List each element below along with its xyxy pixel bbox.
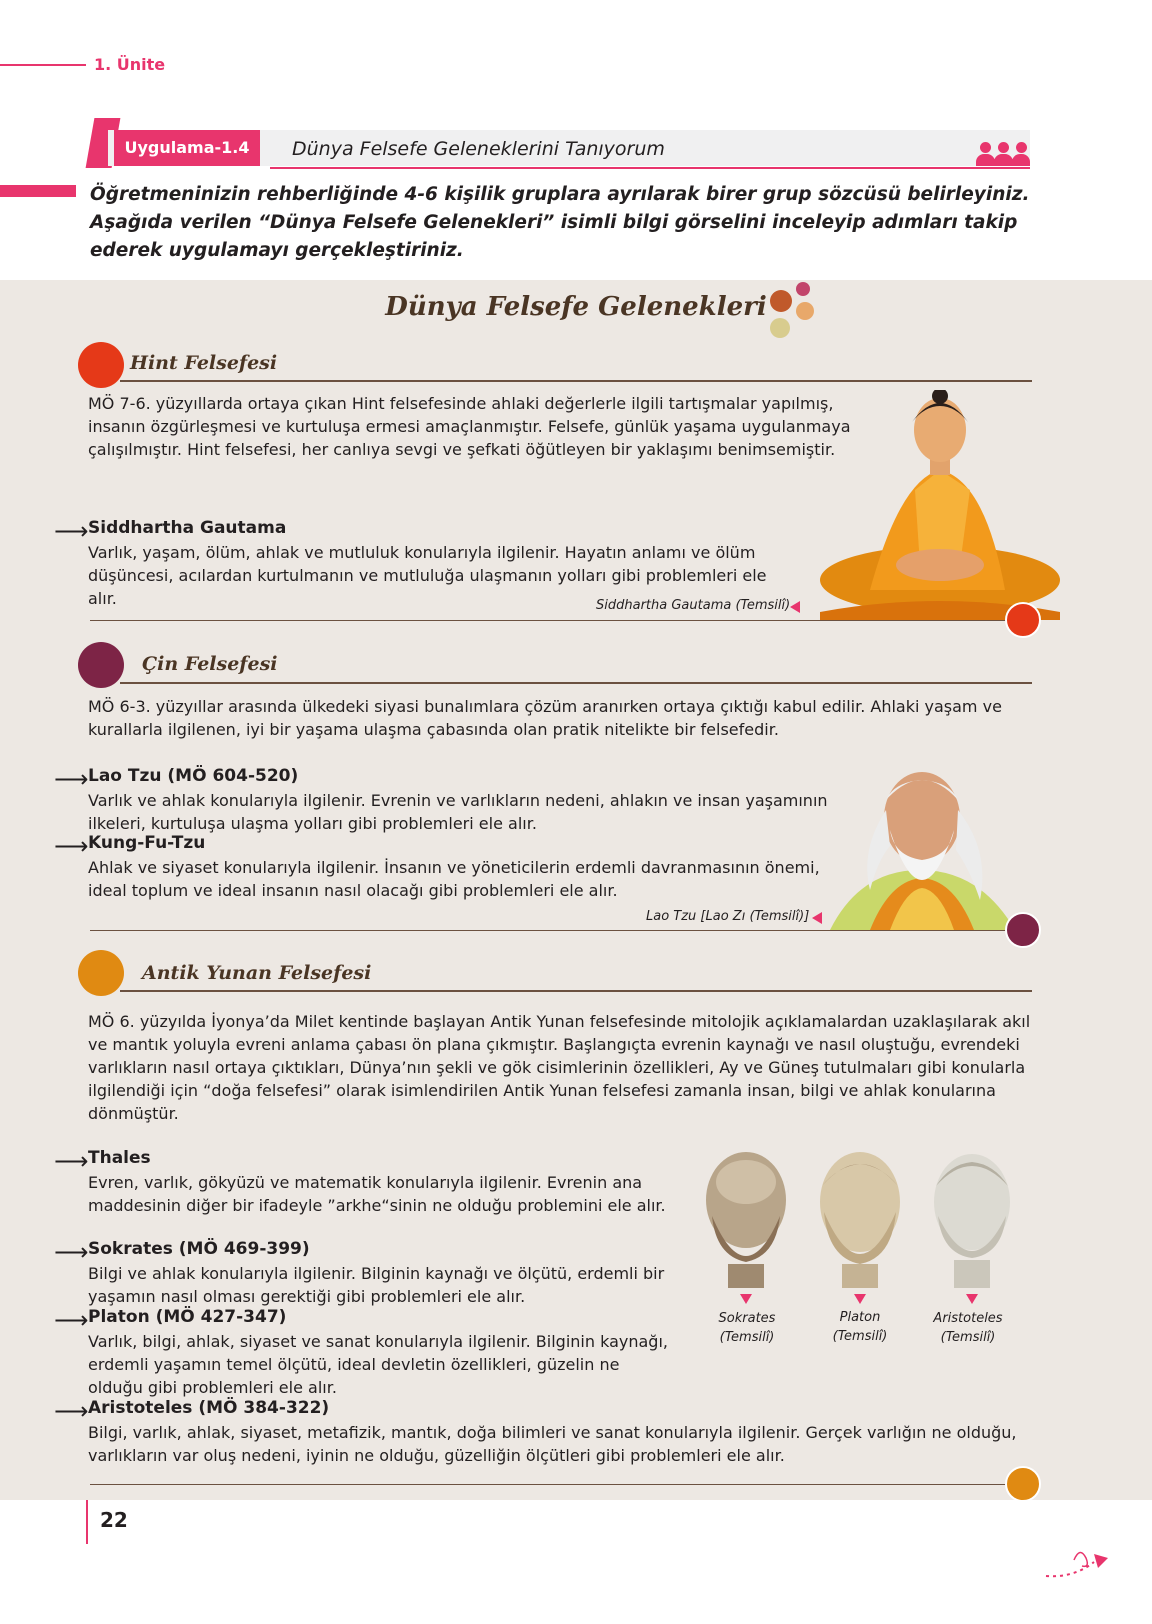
person-name: Lao Tzu (MÖ 604-520) (88, 766, 299, 786)
person-text: Bilgi ve ahlak konularıyla ilgilenir. Bilginin kaynağı ve ölçütü, erdemli bir yaşamın nasıl olması gerektiği gibi problemleri ele alır. (88, 1264, 665, 1306)
cin-image-caption: Lao Tzu [Lao Zı (Temsilî)] (646, 909, 810, 924)
decor-dots (770, 282, 830, 338)
yunan-rule (120, 990, 1032, 992)
bust-pointer-icon (966, 1294, 978, 1304)
yunan-section-marker (78, 950, 124, 996)
bust-caption-platon: Platon (Temsilî) (832, 1310, 888, 1344)
bust-pointer-icon (740, 1294, 752, 1304)
hint-body: MÖ 7-6. yüzyıllarda ortaya çıkan Hint felsefesinde ahlaki değerlerle ilgili tartışmalar yapılmış, insanın özgürleşmesi ve kurtuluşa ermesi amaçlanmıştır. Felsefe, günlük yaşama uygulanmaya çalışılmıştır. Hint felsefesi, her canlıya sevgi ve şefkati öğütleyen bir yaklaşımı benimsemiştir. (88, 394, 851, 459)
page-number: 22 (100, 1508, 128, 1532)
bust-caption-aristoteles: Aristoteles (Temsilî) (933, 1311, 1003, 1345)
group-icon (976, 142, 1030, 170)
person-name: Sokrates (MÖ 469-399) (88, 1239, 310, 1259)
yunan-bottom-rule (90, 1484, 1010, 1485)
cin-body: MÖ 6-3. yüzyıllar arasında ülkedeki siyasi bunalımlara çözüm aranırken ortaya çıktığı kabul edilir. Ahlaki yaşam ve kurallarla ilgilenen, iyi bir yaşama ulaşma çabasında olan pratik nitelikte bir felsefedir. (88, 697, 1002, 739)
buddha-illustration (800, 390, 1100, 622)
arrow-icon: ⟶ (54, 765, 89, 793)
caption-pointer-icon (790, 601, 800, 613)
person-text: Ahlak ve siyaset konularıyla ilgilenir. İnsanın ve yöneticilerin erdemli davranmasının önemi, ideal toplum ve ideal insanın nasıl olacağı gibi problemleri ele alır. (88, 858, 820, 900)
cin-corner-dot (1005, 912, 1041, 948)
cin-bottom-rule (90, 930, 1010, 931)
yunan-body: MÖ 6. yüzyılda İyonya’da Milet kentinde başlayan Antik Yunan felsefesinde mitolojik açıklamalardan uzaklaşılarak akıl ve mantık yoluyla evreni anlama çabası ön plana çıkmıştır. Başlangıçta evrenin kaynağı ve nasıl oluştuğu, evrendeki varlıkların nasıl ortaya çıktıkları, Dünya’nın şekli ve gök cisimlerinin özellikleri, Ay ve Güneş tutulmaları gibi konularla ilgilendiği için “doğa felsefesi” olarak isimlendirilen Antik Yunan felsefesi zamanla insan, bilgi ve ahlak konularına dönmüştür. (88, 1012, 1031, 1123)
arrow-icon: ⟶ (54, 1397, 89, 1425)
bust-caption-sokrates: Sokrates (Temsilî) (718, 1311, 776, 1345)
person-name: Siddhartha Gautama (88, 518, 287, 538)
lao-tzu-illustration (830, 760, 1015, 930)
main-title: Dünya Felsefe Gelenekleri (385, 292, 767, 322)
cin-section-title: Çin Felsefesi (142, 653, 278, 675)
person-text: Varlık, bilgi, ahlak, siyaset ve sanat konularıyla ilgilenir. Bilginin kaynağı, erdemli yaşamın temel ölçütü, ideal devletin özellikleri, güzelin ne olduğu gibi problemleri ele alır. (88, 1332, 668, 1397)
footer-bar (86, 1500, 88, 1544)
arrow-icon: ⟶ (54, 517, 89, 545)
hint-section-marker (78, 342, 124, 388)
unit-label: 1. Ünite (94, 55, 166, 74)
hint-corner-dot (1005, 602, 1041, 638)
person-text: Varlık, yaşam, ölüm, ahlak ve mutluluk konularıyla ilgilenir. Hayatın anlamı ve ölüm düşüncesi, acılardan kurtulmanın ve mutluluğa ulaşmanın yolları gibi problemleri ele alır. (88, 543, 767, 608)
hint-rule (120, 380, 1032, 382)
person-text: Evren, varlık, gökyüzü ve matematik konularıyla ilgilenir. Evrenin ana maddesinin diğer bir ifadeyle ”arkhe“sinin ne olduğu problemini ele alır. (88, 1173, 666, 1215)
arrow-icon: ⟶ (54, 832, 89, 860)
intro-stripe (0, 185, 76, 197)
sokrates-bust (698, 1146, 794, 1288)
bust-pointer-icon (854, 1294, 866, 1304)
platon-bust (812, 1146, 908, 1288)
hint-image-caption: Siddhartha Gautama (Temsilî) (596, 598, 791, 613)
activity-underline (270, 167, 1030, 169)
arrow-icon: ⟶ (54, 1306, 89, 1334)
cin-rule (120, 682, 1032, 684)
yunan-section-title: Antik Yunan Felsefesi (142, 962, 372, 984)
person-name: Platon (MÖ 427-347) (88, 1307, 287, 1327)
yunan-corner-dot (1005, 1466, 1041, 1502)
caption-pointer-icon (812, 912, 822, 924)
person-text: Varlık ve ahlak konularıyla ilgilenir. Evrenin ve varlıkların nedeni, ahlakın ve insan yaşamının ilkeleri, kurtuluşa ulaşma yolları gibi problemleri ele alır. (88, 791, 828, 833)
corner-arrow-icon (1044, 1536, 1114, 1582)
arrow-icon: ⟶ (54, 1147, 89, 1175)
activity-intro: Öğretmeninizin rehberliğinde 4-6 kişilik gruplara ayrılarak birer grup sözcüsü belirleyiniz. Aşağıda verilen “Dünya Felsefe Gelenekleri” isimli bilgi görselini inceleyip adımları takip ederek uygulamayı gerçekleştiriniz. (90, 184, 1030, 261)
hint-bottom-rule (90, 620, 1010, 621)
person-name: Aristoteles (MÖ 384-322) (88, 1398, 330, 1418)
person-name: Thales (88, 1148, 151, 1168)
activity-title: Dünya Felsefe Geleneklerini Tanıyorum (292, 138, 665, 160)
arrow-icon: ⟶ (54, 1238, 89, 1266)
person-text: Bilgi, varlık, ahlak, siyaset, metafizik, mantık, doğa bilimleri ve sanat konularıyla ilgilenir. Gerçek varlığın ne olduğu, varlıkların var oluş nedeni, iyinin ne olduğu, güzelliğin ölçütleri gibi problemleri ele alır. (88, 1423, 1017, 1465)
cin-section-marker (78, 642, 124, 688)
unit-line (0, 64, 86, 66)
aristoteles-bust (924, 1146, 1020, 1288)
activity-badge: Uygulama-1.4 (114, 130, 260, 166)
person-name: Kung-Fu-Tzu (88, 833, 206, 853)
hint-section-title: Hint Felsefesi (130, 352, 278, 374)
